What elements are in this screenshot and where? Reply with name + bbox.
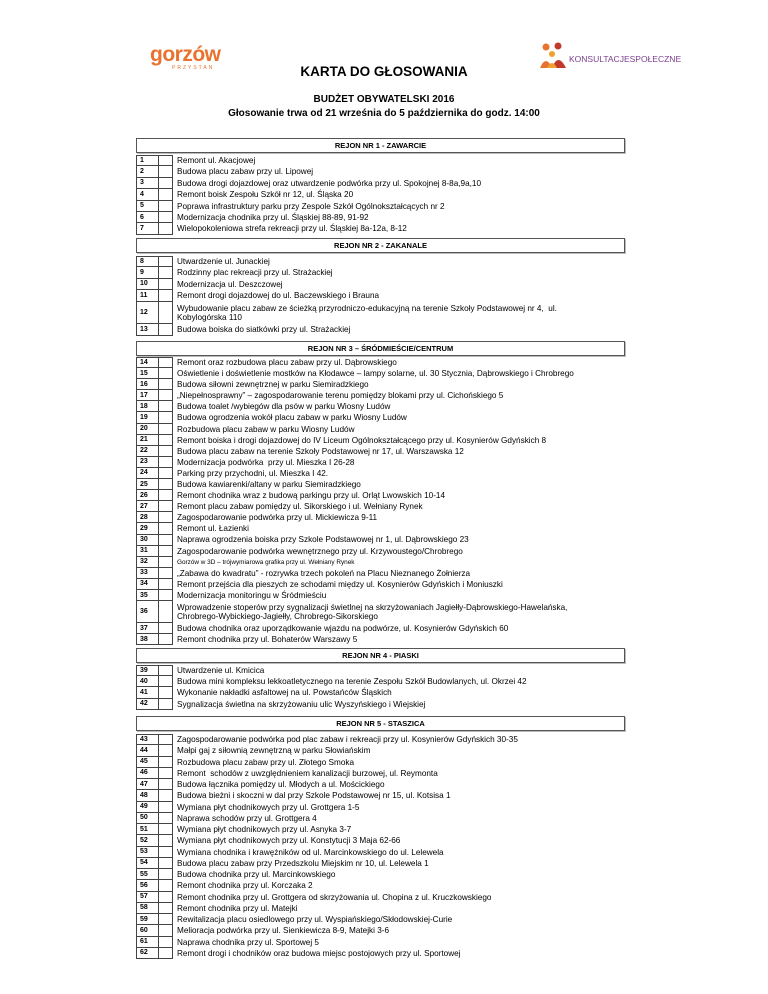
project-row <box>136 880 625 891</box>
project-title: Budowa placu zabaw na terenie Szkoły Podstawowej nr 17, ul. Warszawska 12 <box>177 446 464 456</box>
project-number: 49 <box>136 802 159 813</box>
project-row <box>136 687 625 698</box>
vote-checkbox[interactable] <box>159 401 173 412</box>
project-title: Utwardzenie ul. Kmicica <box>177 665 265 675</box>
vote-checkbox[interactable] <box>159 256 173 267</box>
vote-checkbox[interactable] <box>159 779 173 790</box>
project-number: 25 <box>136 479 159 490</box>
project-number: 44 <box>136 745 159 756</box>
project-title: Zagospodarowanie podwórka przy ul. Mickiewicza 9-11 <box>177 513 378 523</box>
project-title: Budowa ogrodzenia wokół placu zabaw w parku Wiosny Ludów <box>177 413 407 423</box>
project-number: 34 <box>136 579 159 590</box>
project-number: 50 <box>136 813 159 824</box>
vote-checkbox[interactable] <box>159 155 173 166</box>
vote-checkbox[interactable] <box>159 212 173 223</box>
vote-checkbox[interactable] <box>159 601 173 623</box>
vote-checkbox[interactable] <box>159 223 173 234</box>
project-number: 12 <box>136 302 159 325</box>
project-row <box>136 279 625 290</box>
project-number: 38 <box>136 634 159 645</box>
project-row <box>136 948 625 959</box>
project-number: 58 <box>136 903 159 914</box>
project-row <box>136 847 625 858</box>
project-title: Rodzinny plac rekreacji przy ul. Strażackiej <box>177 268 333 278</box>
project-title: Budowa chodnika przy ul. Marcinkowskiego <box>177 870 336 880</box>
vote-checkbox[interactable] <box>159 665 173 676</box>
project-number: 16 <box>136 379 159 390</box>
project-row <box>136 745 625 756</box>
vote-checkbox[interactable] <box>159 869 173 880</box>
project-title: Parking przy przychodni, ul. Mieszka I 42. <box>177 468 329 478</box>
project-title: Budowa bieżni i skoczni w dal przy Szkole Podstawowej nr 15, ul. Kotsisa 1 <box>177 791 451 801</box>
project-row <box>136 401 625 412</box>
project-title: Poprawa infrastruktury parku przy Zespole Szkół Ogólnokształcących nr 2 <box>177 201 445 211</box>
project-number: 22 <box>136 446 159 457</box>
project-number: 41 <box>136 687 159 698</box>
project-row <box>136 601 625 623</box>
vote-checkbox[interactable] <box>159 858 173 869</box>
project-title: Rozbudowa placu zabaw w parku Wiosny Ludów <box>177 424 355 434</box>
project-row <box>136 699 625 710</box>
project-number: 46 <box>136 768 159 779</box>
vote-checkbox[interactable] <box>159 768 173 779</box>
vote-checkbox[interactable] <box>159 925 173 936</box>
gorzow-logo-sub: PRZYSTAN <box>172 65 215 71</box>
vote-checkbox[interactable] <box>159 634 173 645</box>
vote-checkbox[interactable] <box>159 302 173 325</box>
vote-checkbox[interactable] <box>159 835 173 846</box>
project-number: 19 <box>136 412 159 423</box>
project-number: 35 <box>136 590 159 601</box>
project-title: Melioracja podwórka przy ul. Sienkiewicza 8-9, Matejki 3-6 <box>177 926 390 936</box>
vote-checkbox[interactable] <box>159 880 173 891</box>
project-title: Oświetlenie i doświetlenie mostków na Kłodawce – lampy solarne, ul. 30 Stycznia, Dąbrowskiego i Chrobrego <box>177 369 574 379</box>
project-number: 61 <box>136 937 159 948</box>
project-title: Budowa łącznika pomiędzy ul. Młodych a ul. Mościckiego <box>177 780 385 790</box>
project-title: Zagospodarowanie podwórka pod plac zabaw i rekreacji przy ul. Kosynierów Gdyńskich 30-35 <box>177 735 518 745</box>
vote-checkbox[interactable] <box>159 412 173 423</box>
project-number: 56 <box>136 880 159 891</box>
vote-checkbox[interactable] <box>159 802 173 813</box>
project-number: 37 <box>136 623 159 634</box>
project-title: Wymiana płyt chodnikowych przy ul. Grottgera 1-5 <box>177 802 360 812</box>
project-number: 60 <box>136 925 159 936</box>
project-row <box>136 267 625 278</box>
vote-checkbox[interactable] <box>159 745 173 756</box>
project-row <box>136 892 625 903</box>
project-number: 51 <box>136 824 159 835</box>
vote-checkbox[interactable] <box>159 479 173 490</box>
project-number: 57 <box>136 892 159 903</box>
project-row <box>136 212 625 223</box>
vote-checkbox[interactable] <box>159 557 173 568</box>
project-title: Wymiana płyt chodnikowych przy ul. Asnyka 3-7 <box>177 825 352 835</box>
project-row <box>136 768 625 779</box>
project-row <box>136 869 625 880</box>
project-row <box>136 412 625 423</box>
project-number: 32 <box>136 557 159 568</box>
project-row <box>136 590 625 601</box>
vote-checkbox[interactable] <box>159 546 173 557</box>
project-number: 33 <box>136 568 159 579</box>
project-row <box>136 824 625 835</box>
vote-checkbox[interactable] <box>159 568 173 579</box>
project-row <box>136 357 625 368</box>
project-title: Małpi gaj z siłownią zewnętrzną w parku Słowiańskim <box>177 746 371 756</box>
project-row <box>136 256 625 267</box>
project-row <box>136 790 625 801</box>
project-title: Remont boiska i drogi dojazdowej do IV Liceum Ogólnokształcącego przy ul. Kosynierów Gdyńskich 8 <box>177 435 547 445</box>
project-number: 1 <box>136 155 159 166</box>
project-title: Modernizacja podwórka przy ul. Mieszka I 26-28 <box>177 457 355 467</box>
project-number: 31 <box>136 546 159 557</box>
project-title: Remont placu zabaw pomiędzy ul. Sikorskiego i ul. Wełniany Rynek <box>177 502 423 512</box>
project-number: 5 <box>136 201 159 212</box>
vote-checkbox[interactable] <box>159 446 173 457</box>
project-number: 10 <box>136 279 159 290</box>
vote-checkbox[interactable] <box>159 435 173 446</box>
project-row <box>136 914 625 925</box>
vote-checkbox[interactable] <box>159 892 173 903</box>
project-title: „Niepełnosprawny” – zagospodarowanie terenu pomiędzy blokami przy ul. Cichońskiego 5 <box>177 391 504 401</box>
project-title: Utwardzenie ul. Junackiej <box>177 257 270 267</box>
project-title: Wykonanie nakładki asfaltowej na ul. Powstańców Śląskich <box>177 688 392 698</box>
project-row <box>136 937 625 948</box>
vote-checkbox[interactable] <box>159 687 173 698</box>
vote-checkbox[interactable] <box>159 424 173 435</box>
project-row <box>136 665 625 676</box>
project-title: Budowa boiska do siatkówki przy ul. Strażackiej <box>177 325 351 335</box>
project-row <box>136 166 625 177</box>
section-heading: REJON NR 4 - PIASKI <box>136 648 625 663</box>
project-number: 52 <box>136 835 159 846</box>
project-number: 28 <box>136 512 159 523</box>
project-title: Wielopokoleniowa strefa rekreacji przy ul. Śląskiej 8a-12a, 8-12 <box>177 224 407 234</box>
project-row <box>136 302 625 325</box>
project-number: 43 <box>136 734 159 745</box>
project-title: Wymiana płyt chodnikowych przy ul. Konstytucji 3 Maja 62-66 <box>177 836 401 846</box>
project-row <box>136 223 625 234</box>
vote-checkbox[interactable] <box>159 948 173 959</box>
project-row <box>136 390 625 401</box>
vote-checkbox[interactable] <box>159 699 173 710</box>
vote-checkbox[interactable] <box>159 824 173 835</box>
project-row <box>136 490 625 501</box>
project-row <box>136 535 625 546</box>
vote-checkbox[interactable] <box>159 676 173 687</box>
project-title: Wprowadzenie stoperów przy sygnalizacji świetlnej na skrzyżowaniach Jagiełły-Dąbrowskiego-Hawelańska, Chrobrego-Wybickiego-Jagiełły, Chrobrego-Sikorskiego <box>177 602 568 622</box>
vote-checkbox[interactable] <box>159 267 173 278</box>
project-title: Naprawa schodów przy ul. Grottgera 4 <box>177 813 317 823</box>
project-title: Modernizacja monitoringu w Śródmieściu <box>177 590 327 600</box>
project-list <box>136 665 625 710</box>
project-row <box>136 835 625 846</box>
project-row <box>136 379 625 390</box>
project-number: 20 <box>136 424 159 435</box>
logo-line1: KONSULTACJE <box>569 53 630 64</box>
project-title: Naprawa chodnika przy ul. Sportowej 5 <box>177 937 319 947</box>
project-row <box>136 435 625 446</box>
project-number: 29 <box>136 523 159 534</box>
vote-checkbox[interactable] <box>159 535 173 546</box>
vote-checkbox[interactable] <box>159 379 173 390</box>
gorzow-logo-word: gorzów <box>150 43 221 66</box>
vote-checkbox[interactable] <box>159 790 173 801</box>
vote-checkbox[interactable] <box>159 390 173 401</box>
project-title: „Zabawa do kwadratu” - rozrywka trzech pokoleń na Placu Nieznanego Żołnierza <box>177 568 471 578</box>
project-row <box>136 557 625 568</box>
vote-checkbox[interactable] <box>159 501 173 512</box>
project-title: Sygnalizacja świetlna na skrzyżowaniu ulic Wyszyńskiego i Wiejskiej <box>177 699 426 709</box>
project-title: Budowa chodnika oraz uporządkowanie wjazdu na podwórze, ul. Kosynierów Gdyńskich 60 <box>177 624 509 634</box>
vote-checkbox[interactable] <box>159 523 173 534</box>
vote-checkbox[interactable] <box>159 914 173 925</box>
section-heading: REJON NR 2 - ZAKANALE <box>136 238 625 253</box>
section-heading: REJON NR 1 - ZAWARCIE <box>136 138 625 153</box>
project-row <box>136 324 625 335</box>
project-number: 26 <box>136 490 159 501</box>
project-number: 53 <box>136 847 159 858</box>
project-row <box>136 623 625 634</box>
project-title: Remont chodnika przy ul. Korczaka 2 <box>177 881 313 891</box>
project-row <box>136 568 625 579</box>
project-row <box>136 457 625 468</box>
project-row <box>136 446 625 457</box>
project-number: 23 <box>136 457 159 468</box>
project-title: Rozbudowa placu zabaw przy ul. Złotego Smoka <box>177 757 355 767</box>
section-heading: REJON NR 5 - STASZICA <box>136 716 625 731</box>
project-row <box>136 676 625 687</box>
project-number: 39 <box>136 665 159 676</box>
project-title: Budowa siłowni zewnętrznej w parku Siemiradzkiego <box>177 380 369 390</box>
project-title: Remont ul. Łazienki <box>177 524 249 534</box>
project-title: Remont przejścia dla pieszych ze schodami między ul. Kosynierów Gdyńskich i Moniuszki <box>177 579 503 589</box>
project-row <box>136 546 625 557</box>
project-title: Zagospodarowanie podwórka wewnętrznego przy ul. Krzywoustego/Chrobrego <box>177 546 463 556</box>
vote-checkbox[interactable] <box>159 813 173 824</box>
project-row <box>136 512 625 523</box>
project-title: Budowa placu zabaw przy Przedszkolu Miejskim nr 10, ul. Lelewela 1 <box>177 858 429 868</box>
vote-checkbox[interactable] <box>159 734 173 745</box>
vote-checkbox[interactable] <box>159 457 173 468</box>
project-number: 42 <box>136 699 159 710</box>
project-list <box>136 734 625 959</box>
vote-checkbox[interactable] <box>159 166 173 177</box>
project-title: Modernizacja ul. Deszczowej <box>177 279 283 289</box>
project-number: 17 <box>136 390 159 401</box>
project-title: Budowa kawiarenki/altany w parku Siemiradzkiego <box>177 479 361 489</box>
project-row <box>136 579 625 590</box>
vote-checkbox[interactable] <box>159 579 173 590</box>
project-title: Modernizacja chodnika przy ul. Śląskiej 88-89, 91-92 <box>177 213 369 223</box>
project-row <box>136 734 625 745</box>
project-number: 2 <box>136 166 159 177</box>
project-row <box>136 201 625 212</box>
project-list <box>136 155 625 235</box>
vote-checkbox[interactable] <box>159 324 173 335</box>
project-title: Budowa placu zabaw przy ul. Lipowej <box>177 167 314 177</box>
vote-checkbox[interactable] <box>159 847 173 858</box>
project-title: Remont chodnika przy ul. Grottgera od skrzyżowania ul. Chopina z ul. Kruczkowskiego <box>177 892 492 902</box>
project-number: 48 <box>136 790 159 801</box>
vote-checkbox[interactable] <box>159 590 173 601</box>
project-row <box>136 155 625 166</box>
project-number: 27 <box>136 501 159 512</box>
project-number: 21 <box>136 435 159 446</box>
logo-line2: SPOŁECZNE <box>629 53 682 64</box>
project-row <box>136 424 625 435</box>
project-title: Budowa drogi dojazdowej oraz utwardzenie podwórka przy ul. Spokojnej 8-8a,9a,10 <box>177 178 482 188</box>
project-title: Remont drogi dojazdowej do ul. Baczewskiego i Brauna <box>177 291 380 301</box>
section-heading: REJON NR 3 – ŚRÓDMIEŚCIE/CENTRUM <box>136 341 625 356</box>
project-number: 30 <box>136 535 159 546</box>
vote-checkbox[interactable] <box>159 290 173 301</box>
project-title: Remont chodnika przy ul. Bohaterów Warszawy 5 <box>177 635 358 645</box>
project-number: 45 <box>136 757 159 768</box>
project-row <box>136 813 625 824</box>
project-number: 8 <box>136 256 159 267</box>
project-number: 3 <box>136 178 159 189</box>
project-number: 11 <box>136 290 159 301</box>
project-number: 36 <box>136 601 159 623</box>
project-row <box>136 858 625 869</box>
vote-checkbox[interactable] <box>159 490 173 501</box>
project-number: 54 <box>136 858 159 869</box>
project-title: Remont schodów z uwzględnieniem kanalizacji burzowej, ul. Reymonta <box>177 768 438 778</box>
vote-checkbox[interactable] <box>159 357 173 368</box>
project-title: Naprawa ogrodzenia boiska przy Szkole Podstawowej nr 1, ul. Dąbrowskiego 23 <box>177 535 469 545</box>
vote-checkbox[interactable] <box>159 368 173 379</box>
project-title: Remont ul. Akacjowej <box>177 156 256 166</box>
project-row <box>136 925 625 936</box>
project-row <box>136 501 625 512</box>
project-row <box>136 903 625 914</box>
vote-checkbox[interactable] <box>159 201 173 212</box>
project-list <box>136 357 625 645</box>
project-number: 40 <box>136 676 159 687</box>
project-title: Remont chodnika przy ul. Matejki <box>177 903 298 913</box>
vote-checkbox[interactable] <box>159 512 173 523</box>
project-number: 47 <box>136 779 159 790</box>
vote-checkbox[interactable] <box>159 623 173 634</box>
vote-checkbox[interactable] <box>159 757 173 768</box>
project-number: 55 <box>136 869 159 880</box>
project-row <box>136 479 625 490</box>
project-row <box>136 368 625 379</box>
project-title: Wymiana chodnika i krawężników od ul. Marcinkowskiego do ul. Lelewela <box>177 847 444 857</box>
project-title: Remont drogi i chodników oraz budowa miejsc postojowych przy ul. Sportowej <box>177 948 461 958</box>
project-row <box>136 757 625 768</box>
project-number: 13 <box>136 324 159 335</box>
project-list <box>136 256 625 336</box>
project-number: 14 <box>136 357 159 368</box>
vote-checkbox[interactable] <box>159 903 173 914</box>
project-row <box>136 523 625 534</box>
project-row <box>136 634 625 645</box>
project-number: 4 <box>136 189 159 200</box>
subtitle-budget: BUDŻET OBYWATELSKI 2016 <box>313 94 455 105</box>
project-row <box>136 189 625 200</box>
project-row <box>136 468 625 479</box>
vote-checkbox[interactable] <box>159 468 173 479</box>
project-row <box>136 779 625 790</box>
project-title: Rewitalizacja placu osiedlowego przy ul. Wyspiańskiego/Skłodowskiej-Curie <box>177 915 453 925</box>
project-row <box>136 178 625 189</box>
project-number: 62 <box>136 948 159 959</box>
project-title: Budowa toalet /wybiegów dla psów w parku Wiosny Ludów <box>177 402 391 412</box>
project-number: 24 <box>136 468 159 479</box>
project-number: 18 <box>136 401 159 412</box>
project-title: Remont boisk Zespołu Szkół nr 12, ul. Śląska 20 <box>177 190 354 200</box>
vote-checkbox[interactable] <box>159 178 173 189</box>
project-title: Remont chodnika wraz z budową parkingu przy ul. Orląt Lwowskich 10-14 <box>177 491 446 501</box>
project-title: Remont oraz rozbudowa placu zabaw przy ul. Dąbrowskiego <box>177 357 397 367</box>
project-number: 59 <box>136 914 159 925</box>
project-title: Gorzów w 3D – trójwymiarowa grafika przy ul. Wełniany Rynek <box>177 558 355 566</box>
vote-checkbox[interactable] <box>159 937 173 948</box>
project-number: 9 <box>136 267 159 278</box>
project-number: 7 <box>136 223 159 234</box>
page-title: KARTA DO GŁOSOWANIA <box>300 64 468 79</box>
subtitle-dates: Głosowanie trwa od 21 września do 5 października do godz. 14:00 <box>228 108 540 119</box>
project-title: Wybudowanie placu zabaw ze ścieżką przyrodniczo-edukacyjną na terenie Szkoły Podstawowej nr 4, ul. Kobylogórska 110 <box>177 303 557 322</box>
project-row <box>136 290 625 301</box>
vote-checkbox[interactable] <box>159 279 173 290</box>
project-number: 15 <box>136 368 159 379</box>
project-row <box>136 802 625 813</box>
project-number: 6 <box>136 212 159 223</box>
vote-checkbox[interactable] <box>159 189 173 200</box>
project-title: Budowa mini kompleksu lekkoatletycznego na terenie Zespołu Szkół Budowlanych, ul. Okrzei 42 <box>177 677 527 687</box>
